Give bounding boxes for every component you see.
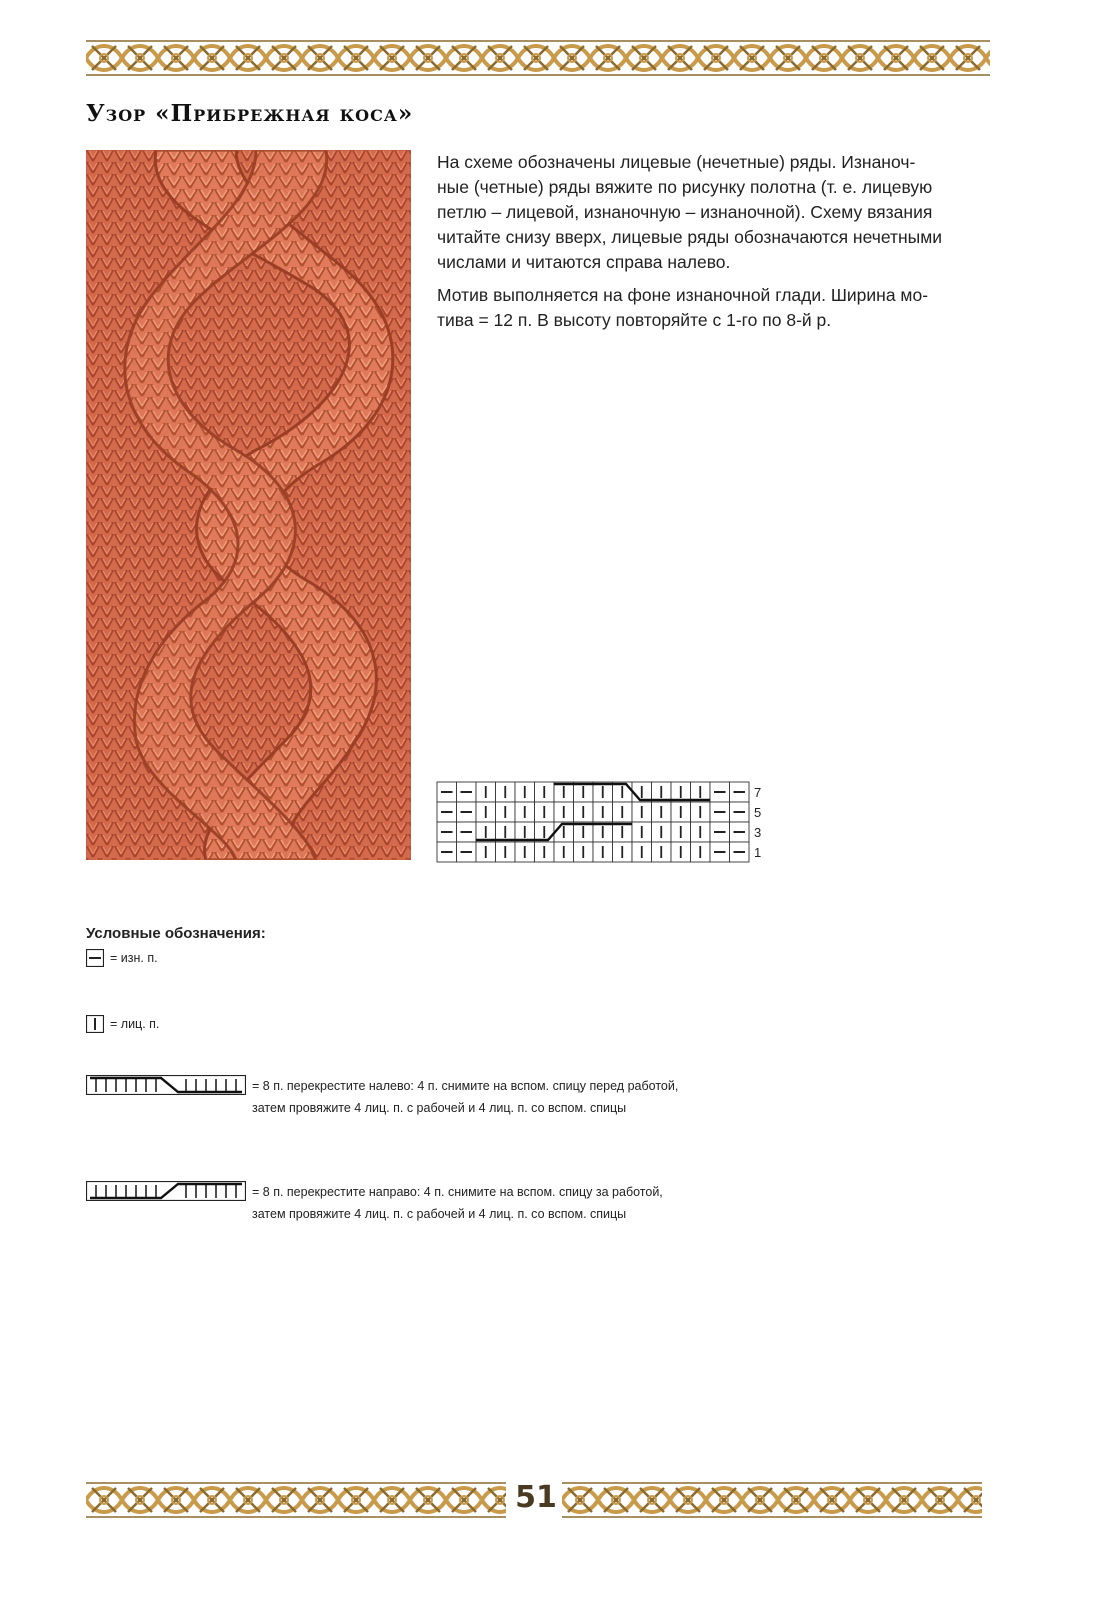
knot-motif: [814, 1488, 850, 1512]
knot-motif: [634, 1488, 670, 1512]
knot-motif: [446, 1488, 482, 1512]
knit-label: = лиц. п.: [110, 1017, 160, 1031]
knot-motif: [86, 1488, 122, 1512]
row-label-7: 7: [754, 785, 762, 800]
knot-motif: [698, 46, 734, 70]
p1-line: петлю – лицевой, изнаночную – изнаночной). Схему вязания: [437, 202, 933, 222]
knit-symbol-icon: [86, 1015, 104, 1033]
knot-motif: [626, 46, 662, 70]
knot-motif: [266, 46, 302, 70]
knitting-chart: [436, 780, 766, 864]
legend-title: Условные обозначения:: [86, 925, 266, 942]
knot-motif: [922, 1488, 958, 1512]
knot-motif: [230, 1488, 266, 1512]
knot-motif: [122, 46, 158, 70]
knot-motif: [562, 1488, 598, 1512]
knot-motif: [338, 46, 374, 70]
knot-motif: [374, 46, 410, 70]
knot-motif: [914, 46, 950, 70]
knot-motif: [518, 46, 554, 70]
knot-motif: [662, 46, 698, 70]
bottom-celtic-border-left: [86, 1482, 506, 1518]
knot-motif: [410, 1488, 446, 1512]
knot-motif: [742, 1488, 778, 1512]
knot-motif: [122, 1488, 158, 1512]
knot-motif: [986, 46, 990, 70]
cross-left-line2: затем провяжите 4 лиц. п. с рабочей и 4 лиц. п. со вспом. спицы: [252, 1101, 627, 1115]
knot-motif: [598, 1488, 634, 1512]
knot-motif: [842, 46, 878, 70]
p2-line: тива = 12 п. В высоту повторяйте с 1-го по 8-й р.: [437, 310, 832, 330]
knot-motif: [706, 1488, 742, 1512]
p2-line: Мотив выполняется на фоне изнаночной глади. Ширина мо-: [437, 285, 929, 305]
knot-motif: [806, 46, 842, 70]
knot-motif: [158, 46, 194, 70]
knot-motif: [302, 1488, 338, 1512]
row-label-1: 1: [754, 845, 762, 860]
legend-cross-left: [86, 1075, 678, 1119]
cross-left-line1: = 8 п. перекрестите налево: 4 п. снимите на вспом. спицу перед работой,: [252, 1079, 679, 1093]
legend-knit: [86, 1015, 159, 1033]
knot-motif: [886, 1488, 922, 1512]
legend-purl: [86, 949, 158, 967]
knot-motif: [410, 46, 446, 70]
p1-line: читайте снизу вверх, лицевые ряды обозначаются нечетными: [437, 227, 943, 247]
row-label-5: 5: [754, 805, 762, 820]
description-paragraph-2: [437, 283, 982, 333]
knot-motif: [482, 46, 518, 70]
knot-motif: [554, 46, 590, 70]
knot-motif: [302, 46, 338, 70]
p1-line: ные (четные) ряды вяжите по рисунку полотна (т. е. лицевую: [437, 177, 933, 197]
knot-motif: [338, 1488, 374, 1512]
knot-motif: [446, 46, 482, 70]
bottom-celtic-border-right: [562, 1482, 982, 1518]
cross-left-symbol-icon: [86, 1075, 246, 1095]
knot-motif: [590, 46, 626, 70]
legend: [86, 925, 786, 1221]
knit-sample-photo: [86, 150, 411, 860]
description-paragraph-1: [437, 150, 982, 275]
knot-motif: [958, 1488, 982, 1512]
knot-motif: [878, 46, 914, 70]
legend-cross-right: [86, 1181, 663, 1225]
row-label-3: 3: [754, 825, 762, 840]
knot-motif: [230, 46, 266, 70]
knot-motif: [734, 46, 770, 70]
knot-motif: [194, 46, 230, 70]
p1-line: числами и читаются справа налево.: [437, 252, 731, 272]
page-number: 51: [515, 1480, 557, 1515]
page-title: Узор «Прибрежная коса»: [86, 100, 414, 127]
knot-motif: [158, 1488, 194, 1512]
cross-right-line2: затем провяжите 4 лиц. п. с рабочей и 4 лиц. п. со вспом. спицы: [252, 1207, 627, 1221]
purl-symbol-icon: [86, 949, 104, 967]
knot-motif: [950, 46, 986, 70]
knot-motif: [770, 46, 806, 70]
knot-motif: [778, 1488, 814, 1512]
description: [437, 150, 982, 341]
knot-motif: [86, 46, 122, 70]
cross-right-symbol-icon: [86, 1181, 246, 1201]
top-celtic-border: [86, 40, 990, 76]
p1-line: На схеме обозначены лицевые (нечетные) ряды. Изнаноч-: [437, 152, 916, 172]
cross-right-line1: = 8 п. перекрестите направо: 4 п. снимите на вспом. спицу за работой,: [252, 1185, 663, 1199]
purl-label: = изн. п.: [110, 951, 158, 965]
knot-motif: [374, 1488, 410, 1512]
knot-motif: [194, 1488, 230, 1512]
knot-motif: [670, 1488, 706, 1512]
knot-motif: [266, 1488, 302, 1512]
knot-motif: [850, 1488, 886, 1512]
knot-motif: [482, 1488, 506, 1512]
